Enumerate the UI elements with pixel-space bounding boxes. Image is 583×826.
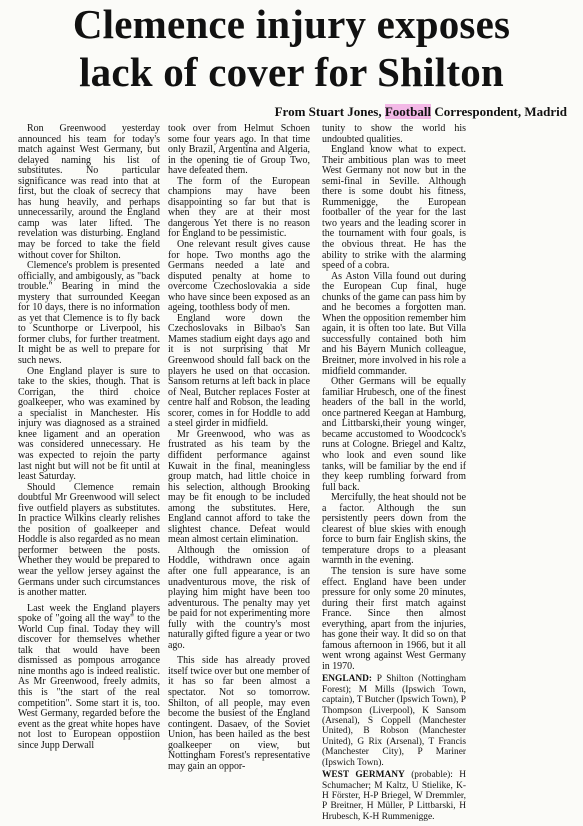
paragraph: tunity to show the world his undoubted qualities.: [322, 123, 466, 145]
headline: [6, 0, 577, 96]
byline-prefix: From Stuart Jones,: [274, 104, 385, 119]
paragraph: Although the omission of Hoddle, withdrawn once again after one full appearance, is an unadventurous move, the risk of playing him might have been too adventurous. The penalty may yet be paid for not experimenting more fully with the country's most naturally gifted figure a year or two ago.: [168, 544, 310, 651]
paragraph: Other Germans will be equally familiar Hrubesch, one of the finest headers of the ball in the world, once partnered Keegan at Hamburg, and Littbarski,their young winger, became accustomed to Woodcock's runs at Cologne. Briegel and Kaltz, who look and even sound like tanks, will be familiar by the end if they keep rumbling forward from full back.: [322, 376, 466, 493]
column-3: [322, 124, 466, 822]
paragraph: The tension is sure have some effect. England have been under pressure for only some 20 minutes, during their first match against France. Since then almost everything, apart from the injuries, has gone their way. It did so on that famous afternoon in 1966, but it all went wrong against West Germany in 1970.: [322, 565, 466, 672]
team-label: ENGLAND:: [322, 674, 373, 685]
paragraph: England know what to expect. Their ambitious plan was to meet West Germany not now but in the semi-final in Seville. Although there is some doubt his fitness, Rummenigge, the European footballer of the year for the last two years and the leading scorer in the tournament with four goals, is the obvious threat. He has the ability to strike with the alarming speed of a cobra.: [322, 144, 466, 272]
headline-line-2: lack of cover for Shilton: [79, 49, 504, 95]
paragraph: Should Clemence remain doubtful Mr Greenwood will select five outfield players as substitutes. In practice Wilkins clearly relishes the position of goalkeeper and Hoddle is also regarded as no mean performer between the posts. Whether they would be prepared to wear the yellow jersey against the Germans under such circumstances is another matter.: [18, 481, 160, 599]
paragraph: The form of the European champions may have been disappointing so far but that is when they are at their most dangerous Yet there is no reason for England to be pessimistic.: [168, 175, 310, 240]
team-players: P Shilton (Nottingham Forest); M Mills (Ipswich Town, captain), T Butcher (Ipswich Town), P Thompson (Liverpool), K Sansom (Arsenal), S Coppell (Manchester United), B Robson (Manchester United), G Rix (Arsenal), T Francis (Manchester City), P Mariner (Ipswich Town).: [322, 674, 466, 768]
team-players: (probable): H Schumacher; M Kaltz, U Stielike, K-H Förster, H-P Briegel, W Dremmler, P Breitner, H Müller, P Littbarski, H Hrubesch, K-H Rummenigge.: [322, 770, 466, 822]
paragraph: took over from Helmut Schoen some four years ago. In that time only Brazil, Argentina and Algeria, in the opening tie of Group Two, have defeated them.: [168, 123, 310, 177]
byline: [275, 104, 567, 120]
team-label: WEST GERMANY: [322, 770, 405, 781]
team-lineup-england: [322, 674, 466, 768]
byline-suffix: Correspondent, Madrid: [431, 104, 567, 119]
paragraph: Mercifully, the heat should not be a factor. Although the sun persistently peers down from the clearest of blue skies with enough force to burn fair English skins, the temperature drops to a pleasant warmth in the evening.: [322, 492, 466, 567]
paragraph: Mr Greenwood, who was as frustrated as his team by the diffident performance against Kuwait in the final, meaningless group match, had little choice in his selection, although Brooking may be fit enough to be included among the substitutes. Here, England cannot afford to take the slightest chance. Defeat would mean almost certain elimination.: [168, 428, 310, 546]
paragraph: Last week the England players spoke of "going all the way" to the World Cup final. Today they will discover for themselves whether talk that would have been dismissed as pompous arrogance nine months ago is indeed realistic. As Mr Greenwood, freely admits, this is "the start of the real competition". Some start it is, too. West Germany, regarded before the event as the great white hopes have not lost to European oppostiion since Jupp Derwall: [18, 602, 160, 751]
paragraph: One England player is sure to take to the skies, though. That is Corrigan, the third choice goalkeeper, who was examined by a specialist in Manchester. His injury was diagnosed as a strained knee ligament and an operation was considered unnecessary. He was expected to rejoin the party last night but will not be fit until at least Saturday.: [18, 365, 160, 483]
paragraph: Ron Greenwood yesterday announced his team for today's match against West Germany, but delayed naming his list of substitutes. No particular significance was read into that at first, but the cloak of secrecy that has hung heavily, and perhaps unnecessarily, around the England camp was later lifted. The revelation was disturbing. England may be forced to take the field without cover for Shilton.: [18, 123, 160, 261]
column-1: [18, 124, 160, 751]
team-lineup-west-germany: [322, 770, 466, 822]
paragraph: England wore down the Czechoslovaks in Bilbao's San Mames stadium eight days ago and it is not surprising that Mr Greenwood should fall back on the players he used on that occasion. Sansom returns at left back in place of Neal, Butcher replaces Foster at centre half and Robson, the leading scorer, comes in for Hoddle to add a steel girder in midfield.: [168, 312, 310, 430]
paragraph: Clemence's problem is presented officially, and ambigously, as "back trouble." Bearing in mind the mystery that surrounded Keegan for 10 days, there is no information as yet that Clemence is to fly back to Scunthorpe or Liverpool, his former clubs, for further treatment. It might be as well to prepare for such news.: [18, 260, 160, 367]
column-2: [168, 124, 310, 772]
paragraph: One relevant result gives cause for hope. Two months ago the Germans needed a late and disputed penalty at home to overcome Czechoslovakia a side who have since been exposed as an ageing, toothless body of men.: [168, 239, 310, 314]
byline-highlight: Football: [384, 104, 432, 119]
headline-line-1: Clemence injury exposes: [72, 1, 511, 47]
paragraph: As Aston Villa found out during the European Cup final, huge chunks of the game can pass him by and he becomes a forgotten man. When the opposition remember him again, it is often too late. But Villa successfully contained both him and his Bayern Munich colleague, Breitner, more involved in his role a midfield commander.: [322, 270, 466, 377]
paragraph: This side has already proved itself twice over but one member of it has so far been almost a spectator. Not so tomorrow. Shilton, of all people, may even become the busiest of the England contingent. Dasaev, of the Soviet Union, has been hailed as the best goalkeeper on view, but Nottingham Forest's representative may gain an oppor-: [168, 655, 310, 772]
